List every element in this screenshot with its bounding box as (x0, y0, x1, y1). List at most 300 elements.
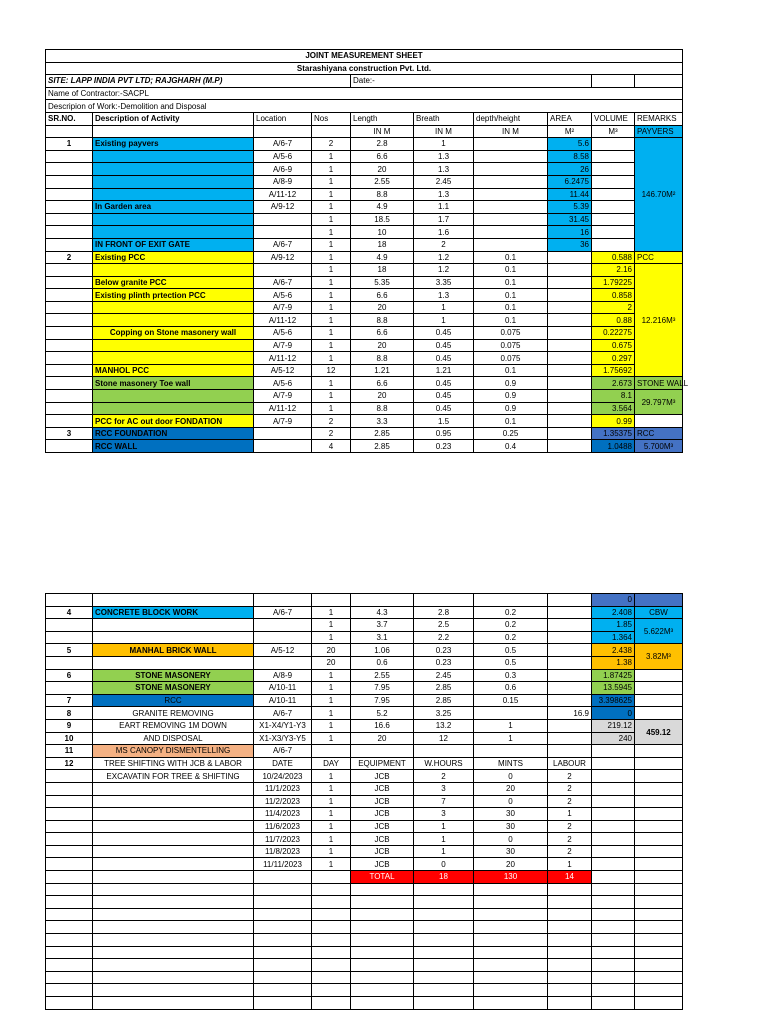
sr-no-cell (46, 415, 93, 428)
depth-cell (474, 745, 548, 758)
breath-cell: 0.45 (414, 339, 474, 352)
jcb-mints: 0 (474, 833, 548, 846)
breath-cell: 1.6 (414, 226, 474, 239)
area-cell: 11.44 (548, 188, 592, 201)
empty-row (46, 971, 683, 984)
nos-cell: 20 (312, 656, 351, 669)
length-cell (351, 594, 414, 607)
area-cell (548, 644, 592, 657)
length-cell: 8.8 (351, 352, 414, 365)
nos-cell: 1 (312, 213, 351, 226)
sr-no-cell: 5 (46, 644, 93, 657)
volume-cell: 2.438 (592, 644, 635, 657)
breath-cell: 1.3 (414, 188, 474, 201)
location-cell (254, 427, 312, 440)
area-cell (548, 301, 592, 314)
depth-cell: 0.1 (474, 415, 548, 428)
description-cell (93, 656, 254, 669)
volume-cell: 1.87425 (592, 669, 635, 682)
jcb-labour: 1 (548, 858, 592, 871)
sr-no-cell (46, 682, 93, 695)
jcb-date: 11/7/2023 (254, 833, 312, 846)
nos-cell: 1 (312, 264, 351, 277)
breath-cell: 2.45 (414, 669, 474, 682)
area-cell (548, 656, 592, 669)
sr-no-cell (46, 390, 93, 403)
empty-row (46, 883, 683, 896)
breath-cell: 0.23 (414, 440, 474, 453)
jcb-equipment: JCB (351, 833, 414, 846)
remark-brick-total: 3.82M³ (635, 644, 683, 669)
sr-no-cell: 1 (46, 138, 93, 151)
table-row (46, 364, 683, 377)
table-row (46, 264, 683, 277)
breath-cell (414, 745, 474, 758)
jcb-day: 1 (312, 770, 351, 783)
area-cell (548, 745, 592, 758)
breath-cell: 0.45 (414, 390, 474, 403)
jcb-row (46, 845, 683, 858)
sr-no-cell (46, 301, 93, 314)
table-row (46, 339, 683, 352)
location-cell: A/7-9 (254, 301, 312, 314)
breath-cell: 2 (414, 238, 474, 251)
table-row (46, 175, 683, 188)
depth-cell (474, 188, 548, 201)
area-cell: 5.6 (548, 138, 592, 151)
jcb-date: 11/2/2023 (254, 795, 312, 808)
area-cell: 8.58 (548, 150, 592, 163)
table-row (46, 289, 683, 302)
nos-cell: 1 (312, 402, 351, 415)
sheet-title: JOINT MEASUREMENT SHEET (46, 50, 683, 63)
breath-cell: 1 (414, 138, 474, 151)
location-cell (254, 631, 312, 644)
jcb-whours: 3 (414, 808, 474, 821)
volume-cell (592, 163, 635, 176)
location-cell (254, 440, 312, 453)
table-row (46, 213, 683, 226)
area-cell (548, 631, 592, 644)
jcb-mints: 30 (474, 845, 548, 858)
sr-no-cell (46, 264, 93, 277)
volume-cell: 1.79225 (592, 276, 635, 289)
unit-length: IN M (351, 125, 414, 138)
length-cell: 16.6 (351, 719, 414, 732)
col-volume: VOLUME (592, 112, 635, 125)
depth-cell: 0.6 (474, 682, 548, 695)
table-row (46, 669, 683, 682)
remark-stone-wall: STONE WALL (635, 377, 683, 390)
depth-cell: 0.4 (474, 440, 548, 453)
description-cell (93, 352, 254, 365)
area-cell: 36 (548, 238, 592, 251)
description-cell: STONE MASONERY (93, 669, 254, 682)
description-cell: Below granite PCC (93, 276, 254, 289)
col-nos: Nos (312, 112, 351, 125)
depth-cell: 0.9 (474, 377, 548, 390)
length-cell: 3.3 (351, 415, 414, 428)
location-cell: A/8-9 (254, 175, 312, 188)
depth-cell: 0.1 (474, 364, 548, 377)
empty-row (46, 896, 683, 909)
nos-cell: 1 (312, 289, 351, 302)
table-row (46, 427, 683, 440)
remark-rcc-total: 5.700M³ (635, 440, 683, 453)
jcb-whours: 7 (414, 795, 474, 808)
breath-cell: 0.45 (414, 377, 474, 390)
breath-cell: 1.21 (414, 364, 474, 377)
description-cell: RCC WALL (93, 440, 254, 453)
empty-row (46, 997, 683, 1010)
jcb-day: 1 (312, 795, 351, 808)
breath-cell: 0.45 (414, 352, 474, 365)
breath-cell: 3.25 (414, 707, 474, 720)
location-cell: A/11-12 (254, 314, 312, 327)
nos-cell: 1 (312, 732, 351, 745)
sr-no-cell (46, 631, 93, 644)
empty-row (46, 908, 683, 921)
depth-cell (474, 175, 548, 188)
table-row (46, 707, 683, 720)
date-label: Date:- (351, 75, 592, 88)
description-cell: MANHAL BRICK WALL (93, 644, 254, 657)
nos-cell: 1 (312, 251, 351, 264)
volume-cell: 13.5945 (592, 682, 635, 695)
sr-no-cell (46, 238, 93, 251)
sr-no-cell: 10 (46, 732, 93, 745)
description-cell (93, 264, 254, 277)
col-desc: Description of Activity (93, 112, 254, 125)
empty-row (46, 984, 683, 997)
length-cell: 4.9 (351, 201, 414, 214)
jcb-total-label: TOTAL (351, 871, 414, 884)
location-cell (254, 226, 312, 239)
remark-payvers: PAYVERS (635, 125, 683, 138)
nos-cell: 2 (312, 138, 351, 151)
area-cell (548, 364, 592, 377)
jcb-col-mints: MINTS (474, 757, 548, 770)
jcb-day: 1 (312, 833, 351, 846)
table-row (46, 606, 683, 619)
length-cell: 6.6 (351, 289, 414, 302)
sr-no-cell: 3 (46, 427, 93, 440)
jcb-labour: 2 (548, 833, 592, 846)
depth-cell (474, 594, 548, 607)
jcb-equipment: JCB (351, 820, 414, 833)
location-cell: A/11-12 (254, 352, 312, 365)
area-cell (548, 289, 592, 302)
area-cell (548, 440, 592, 453)
jcb-whours: 1 (414, 833, 474, 846)
depth-cell (474, 163, 548, 176)
jcb-col-whours: W.HOURS (414, 757, 474, 770)
col-remarks: REMARKS (635, 112, 683, 125)
jcb-mints: 0 (474, 795, 548, 808)
volume-cell: 1.85 (592, 619, 635, 632)
location-cell (254, 594, 312, 607)
column-header-row (46, 112, 683, 125)
sr-no-cell (46, 619, 93, 632)
jcb-day: 1 (312, 858, 351, 871)
volume-cell: 1.0488 (592, 440, 635, 453)
description-cell: RCC (93, 694, 254, 707)
description-cell (93, 390, 254, 403)
length-cell: 1.21 (351, 364, 414, 377)
description-cell: RCC FOUNDATION (93, 427, 254, 440)
sr-no-cell (46, 188, 93, 201)
jcb-whours: 3 (414, 782, 474, 795)
description-cell: STONE MASONERY (93, 682, 254, 695)
length-cell: 2.85 (351, 440, 414, 453)
jcb-header-row (46, 757, 683, 770)
depth-cell: 0.25 (474, 427, 548, 440)
nos-cell: 4 (312, 440, 351, 453)
breath-cell: 1.5 (414, 415, 474, 428)
area-cell (548, 594, 592, 607)
remark-cbw: CBW (635, 606, 683, 619)
jcb-labour: 2 (548, 795, 592, 808)
jcb-day: 1 (312, 808, 351, 821)
length-cell: 7.95 (351, 682, 414, 695)
remark-pcc: PCC (635, 251, 683, 264)
volume-cell (592, 138, 635, 151)
depth-cell: 0.1 (474, 301, 548, 314)
table-row (46, 163, 683, 176)
jcb-equipment: JCB (351, 808, 414, 821)
location-cell: A/10-11 (254, 694, 312, 707)
remarks-cell (635, 669, 683, 682)
table-row (46, 631, 683, 644)
description-cell: In Garden area (93, 201, 254, 214)
location-cell: A/6-7 (254, 707, 312, 720)
jcb-labour: 2 (548, 782, 592, 795)
location-cell: A/5-6 (254, 377, 312, 390)
jcb-day: 1 (312, 782, 351, 795)
description-cell (93, 594, 254, 607)
units-row (46, 125, 683, 138)
table-row (46, 238, 683, 251)
volume-cell: 8.1 (592, 390, 635, 403)
depth-cell: 0.2 (474, 631, 548, 644)
length-cell: 18.5 (351, 213, 414, 226)
volume-cell: 1.364 (592, 631, 635, 644)
breath-cell: 1.1 (414, 201, 474, 214)
breath-cell: 13.2 (414, 719, 474, 732)
depth-cell: 0.5 (474, 656, 548, 669)
table-row (46, 415, 683, 428)
jcb-date: 10/24/2023 (254, 770, 312, 783)
area-cell (548, 390, 592, 403)
sr-no-cell (46, 213, 93, 226)
jcb-row (46, 782, 683, 795)
sr-no-cell (46, 440, 93, 453)
jcb-row (46, 833, 683, 846)
volume-cell: 0.22275 (592, 327, 635, 340)
sr-no-cell (46, 163, 93, 176)
volume-cell: 1.38 (592, 656, 635, 669)
depth-cell (474, 138, 548, 151)
description-cell: Copping on Stone masonery wall (93, 327, 254, 340)
location-cell: A/5-12 (254, 644, 312, 657)
jcb-whours: 1 (414, 820, 474, 833)
length-cell: 6.6 (351, 377, 414, 390)
area-cell: 16.9 (548, 707, 592, 720)
volume-cell: 3.398625 (592, 694, 635, 707)
description-cell (93, 631, 254, 644)
jcb-equipment: JCB (351, 795, 414, 808)
volume-cell (592, 213, 635, 226)
area-cell (548, 352, 592, 365)
description-cell: Stone masonery Toe wall (93, 377, 254, 390)
volume-cell: 240 (592, 732, 635, 745)
location-cell: A/9-12 (254, 251, 312, 264)
volume-cell: 0.858 (592, 289, 635, 302)
nos-cell: 1 (312, 682, 351, 695)
sr-no-cell (46, 226, 93, 239)
description-cell: Existing PCC (93, 251, 254, 264)
empty-row (46, 934, 683, 947)
location-cell: A/5-6 (254, 150, 312, 163)
location-cell: A/5-6 (254, 289, 312, 302)
nos-cell: 1 (312, 314, 351, 327)
depth-cell: 0.9 (474, 402, 548, 415)
area-cell: 26 (548, 163, 592, 176)
jcb-col-date: DATE (254, 757, 312, 770)
jcb-date: 11/1/2023 (254, 782, 312, 795)
description-cell: MS CANOPY DISMENTELLING (93, 745, 254, 758)
breath-cell: 2.85 (414, 694, 474, 707)
table-row (46, 251, 683, 264)
length-cell: 5.2 (351, 707, 414, 720)
breath-cell: 2.8 (414, 606, 474, 619)
location-cell: A/6-7 (254, 238, 312, 251)
nos-cell: 1 (312, 377, 351, 390)
length-cell: 20 (351, 163, 414, 176)
jcb-labour: 2 (548, 820, 592, 833)
area-cell (548, 339, 592, 352)
unit-volume: M³ (592, 125, 635, 138)
sr-no-cell: 11 (46, 745, 93, 758)
table-row (46, 327, 683, 340)
volume-cell: 0.297 (592, 352, 635, 365)
depth-cell (474, 226, 548, 239)
length-cell: 10 (351, 226, 414, 239)
table-row (46, 226, 683, 239)
jcb-equipment: JCB (351, 845, 414, 858)
empty-row (46, 946, 683, 959)
length-cell: 20 (351, 390, 414, 403)
description-cell (93, 619, 254, 632)
table-row (46, 352, 683, 365)
breath-cell: 1.3 (414, 150, 474, 163)
remarks-cell (635, 745, 683, 758)
nos-cell: 1 (312, 619, 351, 632)
depth-cell: 0.9 (474, 390, 548, 403)
jcb-labour: 2 (548, 770, 592, 783)
volume-cell (592, 238, 635, 251)
volume-cell (592, 201, 635, 214)
location-cell: A/6-9 (254, 163, 312, 176)
location-cell: A/5-6 (254, 327, 312, 340)
length-cell: 3.1 (351, 631, 414, 644)
depth-cell: 0.2 (474, 606, 548, 619)
jcb-mints: 20 (474, 858, 548, 871)
description-cell: GRANITE REMOVING (93, 707, 254, 720)
table-row (46, 377, 683, 390)
remarks-cell (635, 594, 683, 607)
sr-no-cell (46, 377, 93, 390)
description-cell: Existing plinth prtection PCC (93, 289, 254, 302)
area-cell (548, 694, 592, 707)
sr-no-cell (46, 339, 93, 352)
description-cell (93, 213, 254, 226)
depth-cell (474, 201, 548, 214)
jcb-col-equipment: EQUIPMENT (351, 757, 414, 770)
area-cell (548, 377, 592, 390)
empty-row (46, 921, 683, 934)
area-cell: 16 (548, 226, 592, 239)
sr-no-cell (46, 314, 93, 327)
jcb-row (46, 858, 683, 871)
breath-cell: 2.5 (414, 619, 474, 632)
table-row (46, 694, 683, 707)
volume-cell: 0.88 (592, 314, 635, 327)
sr-no-cell: 8 (46, 707, 93, 720)
breath-cell: 1 (414, 301, 474, 314)
sr-no-cell (46, 656, 93, 669)
breath-cell: 12 (414, 732, 474, 745)
jcb-total-whours: 18 (414, 871, 474, 884)
area-cell: 31.45 (548, 213, 592, 226)
volume-cell: 0.99 (592, 415, 635, 428)
jcb-mints: 0 (474, 770, 548, 783)
table-row (46, 201, 683, 214)
sr-no-cell (46, 289, 93, 302)
nos-cell: 1 (312, 606, 351, 619)
table-row (46, 402, 683, 415)
breath-cell: 1.3 (414, 163, 474, 176)
area-cell (548, 415, 592, 428)
sr-no-cell (46, 175, 93, 188)
remarks-cell (635, 415, 683, 428)
nos-cell: 1 (312, 226, 351, 239)
length-cell: 2.85 (351, 427, 414, 440)
location-cell: A/6-7 (254, 276, 312, 289)
table-row (46, 390, 683, 403)
description-cell: Existing payvers (93, 138, 254, 151)
sr-no-cell: 2 (46, 251, 93, 264)
jcb-equipment: JCB (351, 782, 414, 795)
jcb-mints: 20 (474, 782, 548, 795)
depth-cell (474, 238, 548, 251)
breath-cell: 1.3 (414, 289, 474, 302)
nos-cell: 1 (312, 238, 351, 251)
company-name: Starashiyana construction Pvt. Ltd. (46, 62, 683, 75)
sr-no-cell (46, 352, 93, 365)
volume-cell (592, 745, 635, 758)
length-cell: 8.8 (351, 188, 414, 201)
volume-cell: 2.673 (592, 377, 635, 390)
nos-cell: 2 (312, 415, 351, 428)
unit-depth: IN M (474, 125, 548, 138)
unit-area: M² (548, 125, 592, 138)
table-row (46, 150, 683, 163)
location-cell: A/11-12 (254, 188, 312, 201)
volume-cell (592, 150, 635, 163)
col-breath: Breath (414, 112, 474, 125)
nos-cell: 1 (312, 163, 351, 176)
